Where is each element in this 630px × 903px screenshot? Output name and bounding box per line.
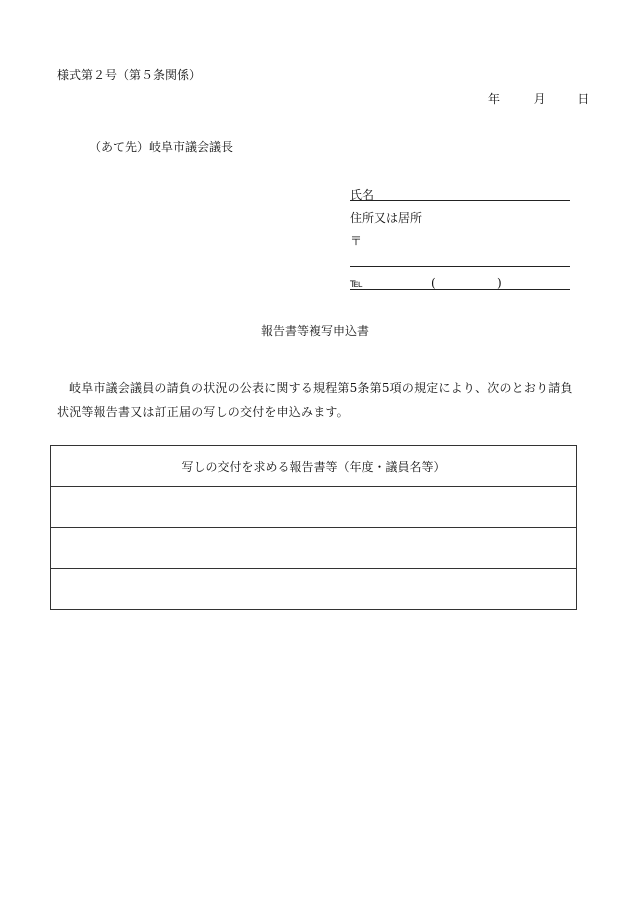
form-number: 様式第２号（第５条関係） xyxy=(57,68,202,82)
tel-underline xyxy=(350,289,570,290)
date-month: 月 xyxy=(533,92,546,106)
address-underline xyxy=(350,266,570,267)
postal-mark: 〒 xyxy=(350,234,363,248)
table-row xyxy=(51,569,577,610)
addressee: （あて先）岐阜市議会議長 xyxy=(89,140,234,154)
body-text: 岐阜市議会議員の請負の状況の公表に関する規程第5条第5項の規定により、次のとおり請負状況等報告書又は訂正届の写しの交付を申込みます。 xyxy=(57,381,573,419)
table-header-row xyxy=(51,446,577,487)
date-day: 日 xyxy=(577,92,590,106)
table-header: 写しの交付を求める報告書等（年度・議員名等） xyxy=(51,446,577,487)
table-row xyxy=(51,528,577,569)
table-cell[interactable] xyxy=(51,569,577,610)
tel-open-paren: ( xyxy=(431,276,436,290)
table-cell[interactable] xyxy=(51,487,577,528)
name-label: 氏名 xyxy=(350,188,375,202)
table-row xyxy=(51,487,577,528)
tel-close-paren: ) xyxy=(497,276,502,290)
date-line xyxy=(488,90,589,107)
document-title: 報告書等複写申込書 xyxy=(260,324,369,338)
date-year: 年 xyxy=(488,92,501,106)
tel-label: ℡ xyxy=(350,276,363,290)
address-label: 住所又は居所 xyxy=(350,211,423,225)
name-underline xyxy=(350,200,570,201)
request-table xyxy=(50,445,577,610)
table-cell[interactable] xyxy=(51,528,577,569)
